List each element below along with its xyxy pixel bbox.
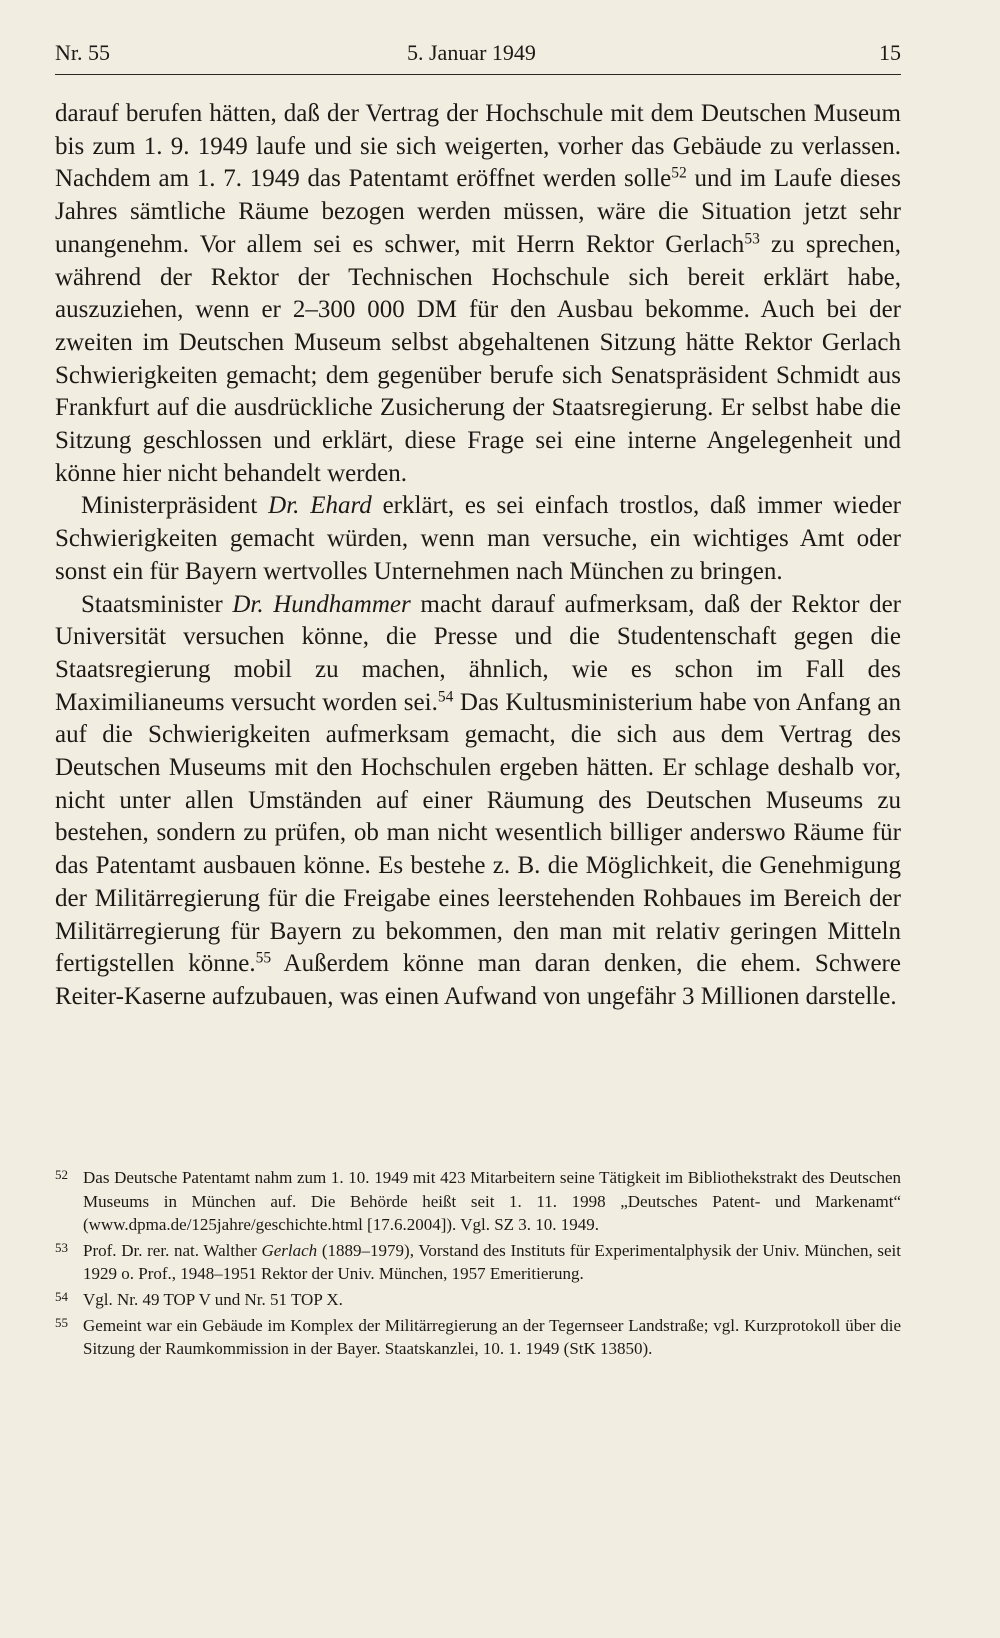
footnote-text: Vgl. Nr. 49 TOP V und Nr. 51 TOP X. xyxy=(83,1289,343,1309)
footnote-52 xyxy=(55,1166,901,1237)
footnote-ref-55: 55 xyxy=(255,949,272,967)
paragraph-3 xyxy=(55,589,901,1014)
text-run: zu sprechen, während der Rektor der Technischen Hochschule sich bereit erklärt habe, auszuziehen, wenn er 2–300 000 DM für den Ausbau bekomme. Auch bei der zweiten im Deutschen Museum selbst abgehaltenen Sitzung hätte Rektor Gerlach Schwierigkeiten gemacht; dem gegenüber berufe sich Senatspräsident Schmidt aus Frankfurt auf die ausdrückliche Zusicherung der Staatsregierung. Er selbst habe die Sitzung geschlossen und erklärt, diese Frage sei eine interne Angelegenheit und könne hier nicht behandelt werden. xyxy=(55,230,901,487)
footnote-number: 53 xyxy=(55,1239,68,1255)
text-run: Staatsminister xyxy=(81,590,233,618)
footnote-number: 52 xyxy=(55,1167,68,1182)
footnote-text: (1889–1979), Vorstand des Instituts für Experimentalphysik der Univ. München, seit 1929 o. Prof., 1948–1951 Rektor der Univ. München, 1957 Emeritierung. xyxy=(83,1240,901,1284)
footnote-text: Prof. Dr. rer. nat. Walther xyxy=(83,1240,262,1260)
text-run: darauf berufen hätten, daß der Vertrag der Hochschule mit dem Deutschen Museum bis zum 1. 9. 1949 laufe und sie sich weigerten, vorher das Gebäude zu verlassen. Nachdem am 1. 7. 1949 das Patentamt eröffnet werden solle xyxy=(55,100,901,193)
text-run: macht darauf aufmerksam, daß der Rektor der Universität versuchen könne, die Presse und die Studentenschaft gegen die Staatsregierung mobil zu machen, ähnlich, wie es schon im Fall des Maximilianeums versucht worden sei. xyxy=(55,590,902,716)
speaker-name: Dr. Hundhammer xyxy=(232,590,411,618)
text-run: Ministerpräsident xyxy=(81,492,269,520)
header-date: 5. Januar 1949 xyxy=(407,40,536,65)
document-number: Nr. 55 xyxy=(55,40,110,65)
footnote-text: Das Deutsche Patentamt nahm zum 1. 10. 1949 mit 423 Mitarbeitern seine Tätigkeit im Bibliothekstrakt des Deutschen Museums in München auf. Die Behörde heißt seit 1. 11. 1998 „Deutsches Patent- und Markenamt“ (www.dpma.de/125jahre/geschichte.html [17.6.2004]). Vgl. SZ 3. 10. 1949. xyxy=(83,1168,901,1235)
footnote-55 xyxy=(55,1314,901,1361)
footnote-ref-53: 53 xyxy=(744,230,760,248)
main-text xyxy=(55,98,901,1014)
footnote-ref-52: 52 xyxy=(671,164,687,182)
paragraph-1 xyxy=(55,98,901,490)
footnote-53 xyxy=(55,1239,901,1286)
speaker-name: Dr. Ehard xyxy=(268,492,372,520)
text-run: Außerdem könne man daran denken, die ehem. Schwere Reiter-Kaserne aufzubauen, was einen Aufwand von ungefähr 3 Millionen darstelle. xyxy=(55,950,901,1010)
footnote-54 xyxy=(55,1288,901,1312)
page-number: 15 xyxy=(879,40,901,65)
paragraph-2 xyxy=(55,490,901,588)
footnote-ref-54: 54 xyxy=(437,688,454,706)
footnotes xyxy=(55,1166,901,1363)
text-run: und im Laufe dieses Jahres sämtliche Räume bezogen werden müssen, wäre die Situation jetzt sehr unangenehm. Vor allem sei es schwer, mit Herrn Rektor Gerlach xyxy=(55,165,901,258)
footnote-number: 55 xyxy=(55,1314,68,1330)
running-header xyxy=(55,38,901,75)
footnote-number: 54 xyxy=(55,1288,68,1304)
person-name: Gerlach xyxy=(261,1240,318,1260)
text-run: erklärt, es sei einfach trostlos, daß immer wieder Schwierigkeiten gemacht würden, wenn man versuche, ein wichtiges Amt oder sonst ein für Bayern wertvolles Unternehmen nach München zu bringen. xyxy=(55,492,902,585)
footnote-text: Gemeint war ein Gebäude im Komplex der Militärregierung an der Tegernseer Landstraße; vgl. Kurzprotokoll über die Sitzung der Raumkommission in der Bayer. Staatskanzlei, 10. 1. 1949 (StK 13850). xyxy=(83,1315,901,1359)
text-run: Das Kultusministerium habe von Anfang an auf die Schwierigkeiten aufmerksam gemacht, die sich aus dem Vertrag des Deutschen Museums mit den Hochschulen ergeben hätten. Er schlage deshalb vor, nicht unter allen Umständen auf einer Räumung des Deutschen Museums zu bestehen, sondern zu prüfen, ob man nicht wesentlich billiger anderswo Räume für das Patentamt ausbauen könne. Es bestehe z. B. die Möglichkeit, die Genehmigung der Militärregierung für die Freigabe eines leerstehenden Rohbaues im Bereich der Militärregierung für Bayern zu bekommen, den man mit relativ geringen Mitteln fertigstellen könne. xyxy=(55,688,901,978)
